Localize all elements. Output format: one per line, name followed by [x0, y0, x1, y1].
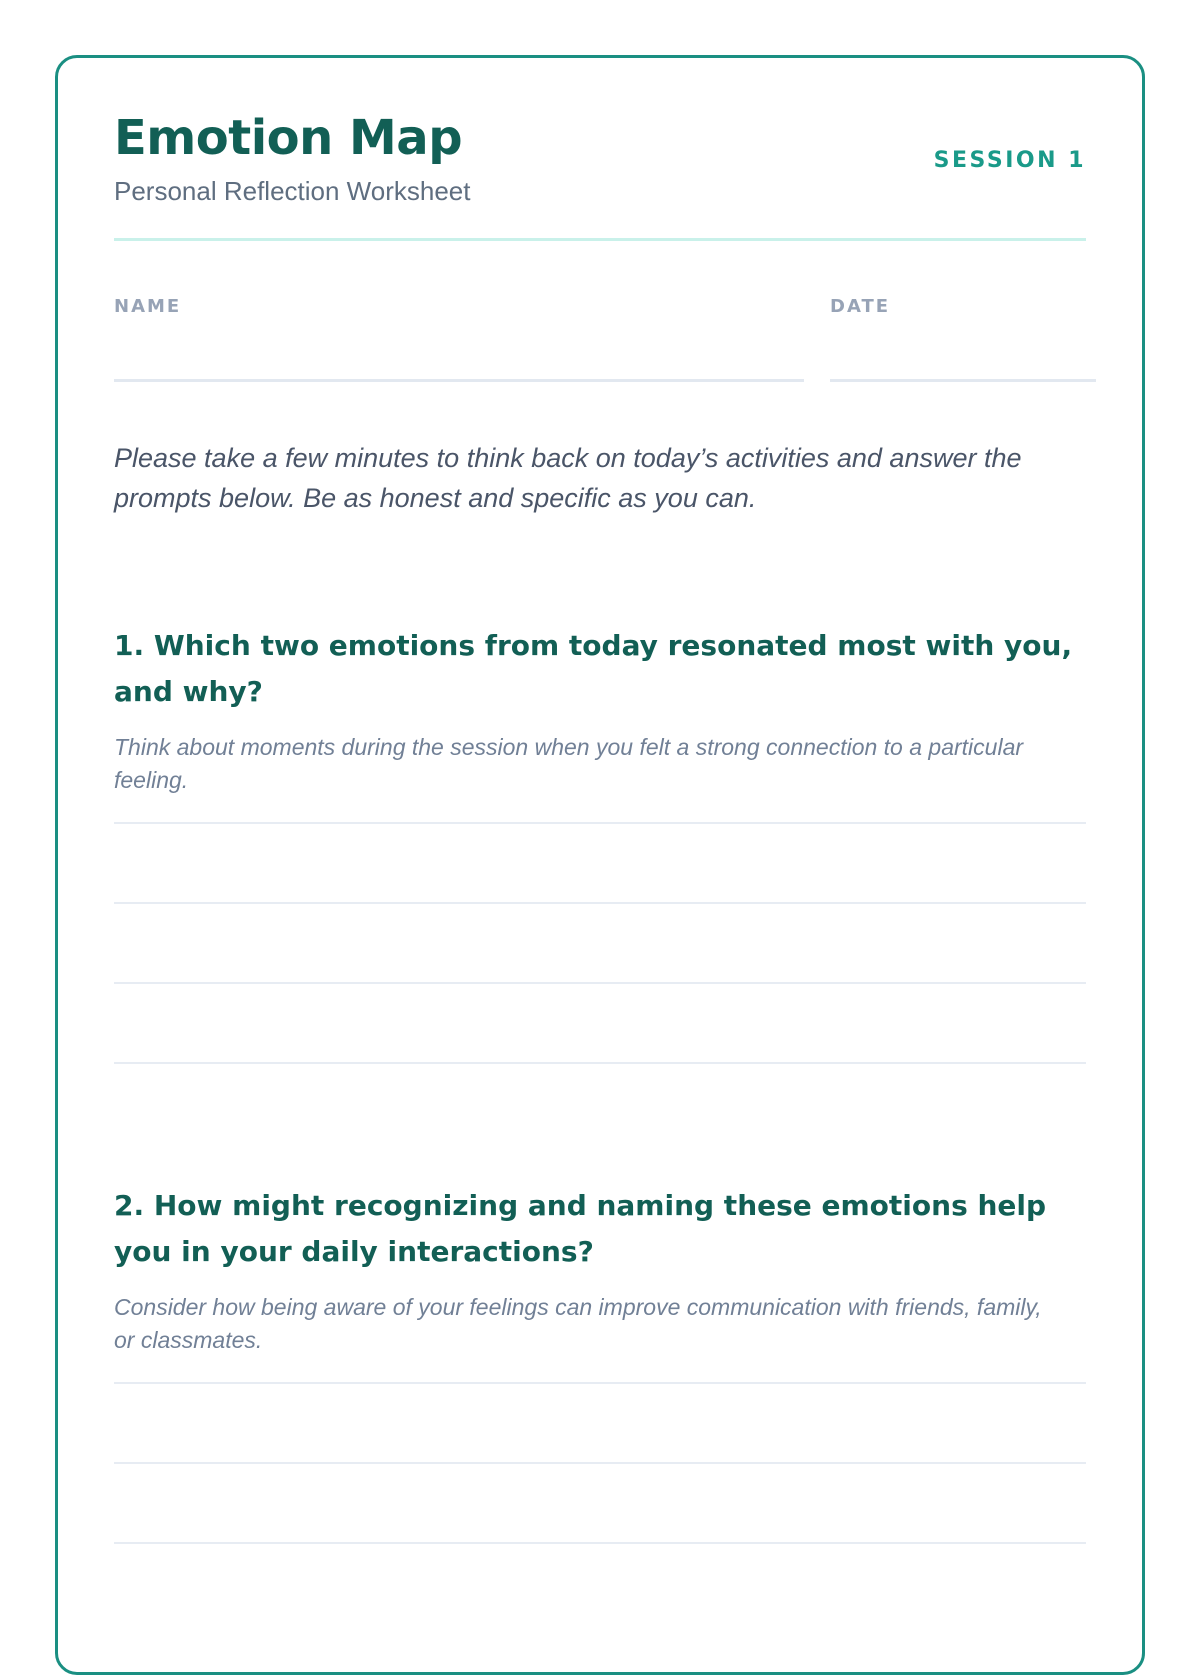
worksheet-card — [55, 55, 1145, 1675]
question-2-prompt: 2. How might recognizing and naming these emotions help you in your daily interactions? — [114, 1189, 1047, 1268]
question-1-answer-line[interactable] — [114, 982, 1086, 984]
instructions-text: Please take a few minutes to think back on today’s activities and answer the prompts below. Be as honest and specific as you can. — [114, 443, 1022, 513]
page-subtitle: Personal Reflection Worksheet — [114, 176, 471, 206]
date-label: DATE — [830, 296, 891, 317]
date-field[interactable] — [830, 379, 1096, 382]
name-field[interactable] — [114, 379, 804, 382]
header-divider — [114, 238, 1086, 241]
question-2-answer-line[interactable] — [114, 1382, 1086, 1384]
question-2-hint: Consider how being aware of your feelings can improve communication with friends, family, or classmates. — [114, 1294, 1042, 1353]
page-title: Emotion Map — [114, 110, 463, 166]
session-badge: SESSION 1 — [933, 148, 1086, 173]
question-1-hint: Think about moments during the session when you felt a strong connection to a particular feeling. — [114, 734, 1024, 793]
question-1-answer-line[interactable] — [114, 902, 1086, 904]
question-1-prompt: 1. Which two emotions from today resonated most with you, and why? — [114, 629, 1073, 708]
question-1-answer-line[interactable] — [114, 1062, 1086, 1064]
name-label: NAME — [114, 296, 182, 317]
question-1-answer-line[interactable] — [114, 822, 1086, 824]
question-2-answer-line[interactable] — [114, 1542, 1086, 1544]
question-2-answer-line[interactable] — [114, 1462, 1086, 1464]
